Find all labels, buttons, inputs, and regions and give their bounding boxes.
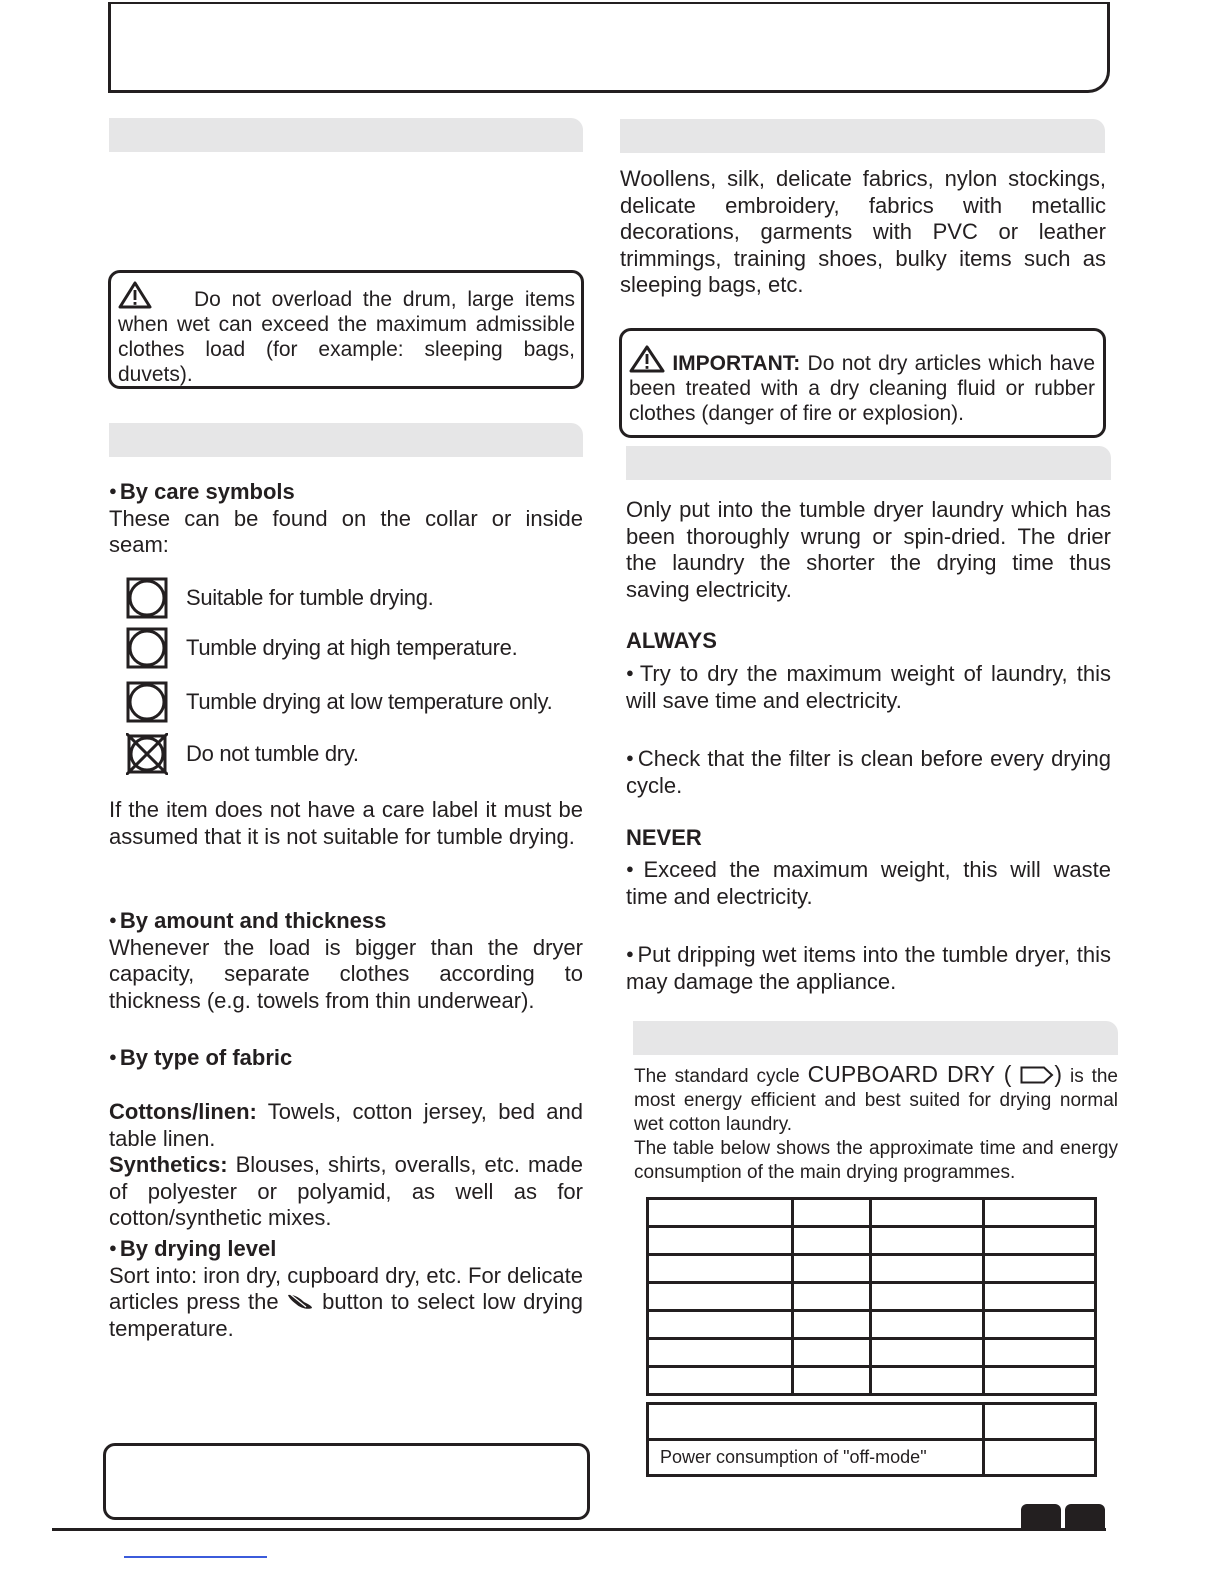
unsuitable-items-text: Woollens, silk, delicate fabrics, nylon stockings, delicate embroidery, fabrics with metallic decorations, garments with PVC or leather trimmings, training shoes, bulky items such as sleeping bags, etc. [620,166,1106,298]
warning-triangle-icon [629,345,665,373]
tumble-dry-low-icon [126,681,168,723]
off-mode-table [646,1402,1097,1477]
amount-text: Whenever the load is bigger than the dryer capacity, separate clothes according to thickness (e.g. towels from thin underwear). [109,934,583,1013]
care-symbols-heading: ● By care symbols [109,478,583,506]
table-row [648,1311,1096,1339]
fabric-cottons: Cottons/linen: Towels, cotton jersey, bed and table linen. [109,1099,583,1151]
warning-triangle-icon [118,281,152,309]
care-symbol-row [126,576,433,620]
table-row [648,1199,1096,1227]
section-header-bar [109,118,583,152]
always-item: ● Try to dry the maximum weight of laundry, this will save time and electricity. [626,660,1111,714]
table-intro-text: The table below shows the approximate time and energy consumption of the main drying programmes. [634,1138,1118,1183]
important-warning-box [619,328,1106,438]
care-symbol-row [126,626,517,670]
page-tab-left [1021,1504,1061,1531]
warning-box [108,270,584,389]
do-not-tumble-dry-icon [126,733,168,775]
section-header-bar [626,446,1111,480]
tumble-dry-icon [126,577,168,619]
never-item: ● Put dripping wet items into the tumble dryer, this may damage the appliance. [626,941,1111,995]
warning-text: Do not overload the drum, large items when wet can exceed the maximum admissible clothes load (for example: sleeping bags, duvets). [118,281,575,387]
page-tab-right [1065,1504,1105,1531]
page-title-box [108,2,1110,93]
always-item: ● Check that the filter is clean before every drying cycle. [626,745,1111,799]
care-symbols-intro: These can be found on the collar or inside seam: [109,505,583,558]
section-header-bar [620,119,1105,153]
table-row [648,1440,1096,1476]
care-symbol-row [126,732,359,776]
table-row [648,1283,1096,1311]
delicate-feather-icon [286,1292,314,1312]
table-row [648,1255,1096,1283]
footer-link-underline[interactable] [124,1556,267,1558]
off-mode-label: Power consumption of "off-mode" [648,1440,984,1476]
drying-level-text: Sort into: iron dry, cupboard dry, etc. For delicate articles press the button to select low drying temperature. [109,1262,583,1341]
table-row [648,1404,1096,1440]
fabric-synthetics: Synthetics: Blouses, shirts, overalls, etc. made of polyester or polyamid, as well as for cotton/synthetic mixes. [109,1152,583,1231]
amount-heading: ● By amount and thickness [109,907,583,935]
fabric-heading: ● By type of fabric [109,1044,583,1072]
amount-section [109,907,583,1014]
drying-level-section [109,1235,583,1342]
table-row [648,1367,1096,1395]
footer-rule [52,1528,1106,1531]
important-warning-text: IMPORTANT: Do not dry articles which have been treated with a dry cleaning fluid or rubber clothes (danger of fire or explosion). [629,345,1095,426]
table-row [648,1227,1096,1255]
section-header-bar [633,1021,1118,1055]
care-symbol-label: Suitable for tumble drying. [186,585,434,610]
energy-table [646,1197,1097,1396]
care-symbols-section [109,478,583,559]
care-symbol-label: Tumble drying at low temperature only. [186,689,553,714]
care-label-note: If the item does not have a care label it must be assumed that it is not suitable for tumble drying. [109,797,583,849]
section-header-bar [109,423,583,457]
never-item: ● Exceed the maximum weight, this will waste time and electricity. [626,856,1111,910]
care-symbol-row [126,680,552,724]
table-row [648,1339,1096,1367]
always-heading: ALWAYS [626,628,717,653]
cupboard-dry-text: The standard cycle CUPBOARD DRY ( ) is the most energy efficient and best suited for drying normal wet cotton laundry. [634,1061,1118,1135]
drying-level-heading: ● By drying level [109,1235,583,1263]
care-symbol-label: Do not tumble dry. [186,741,359,766]
care-symbol-label: Tumble drying at high temperature. [186,635,518,660]
energy-intro [634,1062,1118,1185]
never-heading: NEVER [626,825,702,850]
spin-dried-text: Only put into the tumble dryer laundry which has been thoroughly wrung or spin-dried. The drier the laundry the shorter the drying time thus saving electricity. [626,497,1111,602]
cupboard-dry-icon [1020,1066,1054,1084]
tumble-dry-high-icon [126,627,168,669]
note-box [103,1443,590,1520]
